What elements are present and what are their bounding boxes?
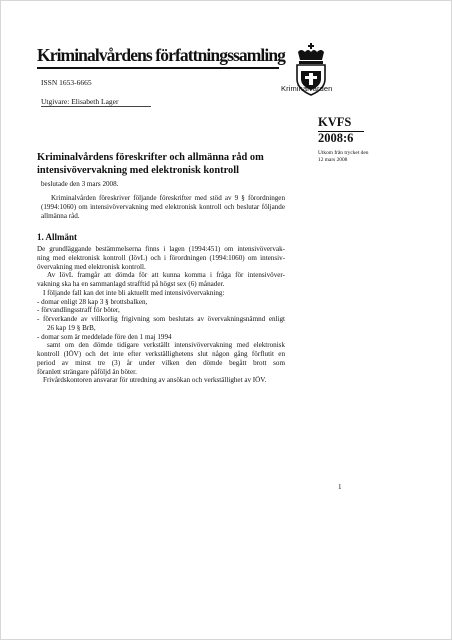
body-line: 26 kap 19 § BrB, [47,323,96,332]
section-body [37,245,285,385]
publisher: Utgivare: Elisabeth Lager [41,97,119,106]
kvfs-rule [318,131,364,132]
body-line: De grundläggande bestämmelserna finns i lagen (1994:451) om intensivövervak- [37,245,285,253]
body-line: föranlett strängare påföljd än böter. [37,367,137,376]
section-heading: 1. Allmänt [37,232,78,242]
body-line: vakning ska ha en sammanlagd strafftid på högst sex (6) månader. [37,280,225,288]
body-line: samt om den dömde tidigare verkställt intensivövervakning med elektronisk [47,341,285,350]
body-line: kontroll (IÖV) och det inte efter verkställighetens slut någon gång förflutit en [37,350,285,358]
page-number: 1 [338,483,342,491]
issn: ISSN 1653-6665 [41,78,92,87]
regulation-title-line-1: Kriminalvårdens föreskrifter och allmänna råd om [37,152,264,163]
body-line: ning med elektronisk kontroll (IövL) och i förordningen (1994:1060) om intensiv- [37,253,285,262]
regulation-title-line-2: intensivövervakning med elektronisk kontroll [37,165,239,176]
body-line: Frivårdskontoren ansvarar för utredning av ansökan och verkställighet av IÖV. [43,376,267,385]
kvfs-number: 2008:6 [318,131,354,145]
decided-date: beslutade den 3 mars 2008. [41,180,119,188]
logo-text: Kriminalvården [281,84,333,93]
body-line: övervakning med elektronisk kontroll. [37,262,146,271]
body-line: Av IövL framgår att dömda för att kunna komma i fråga för intensivöver- [47,271,285,280]
body-line: - domar enligt 28 kap 3 § brottsbalken, [37,297,148,306]
regulation-title [37,151,297,177]
intro-paragraph: Kriminalvården föreskriver följande föreskrifter med stöd av 9 § förordningen (1994:1060) om intensivövervakning med elektronisk kontroll och beslutar följande allmänna råd. [41,194,285,220]
published-line-1: Utkom från trycket den [318,150,369,156]
body-line: period av minst tre (3) år under vilken den dömde begått brott som [37,358,285,367]
publication-title: Kriminalvårdens författningssamling [37,45,286,65]
kvfs-label [318,114,353,146]
body-line: I följande fall kan det inte bli aktuellt med intensivövervakning: [43,288,225,297]
title-rule [37,67,279,69]
body-line: - förvandlingsstraff för böter, [37,306,120,315]
body-line: - förverkande av villkorlig frigivning som beslutats av övervakningsnämnd enligt [37,315,285,323]
published-date [318,150,378,163]
kvfs-series: KVFS [318,115,352,129]
published-line-2: 12 mars 2008 [318,156,348,163]
publisher-underline [41,106,151,107]
body-line: - domar som är meddelade före den 1 maj 1994 [37,332,172,341]
